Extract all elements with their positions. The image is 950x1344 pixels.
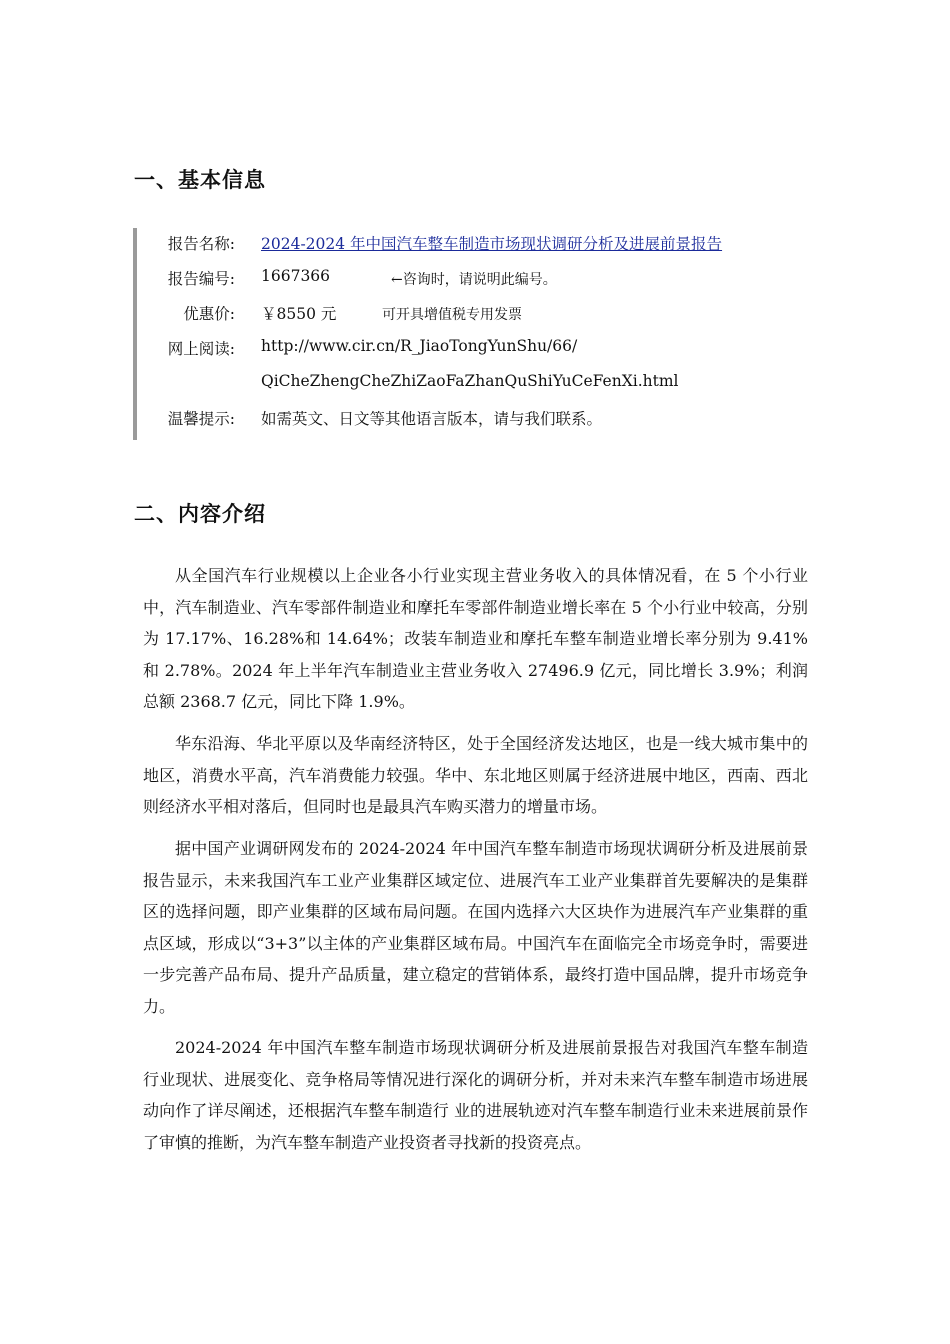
intro-paragraph-3: 据中国产业调研网发布的 2024-2024 年中国汽车整车制造市场现状调研分析及进展前景报告显示，未来我国汽车工业产业集群区域定位、进展汽车工业产业集群首先要解决的是集群区的选择问题，即产业集群的区域布局问题。在国内选择六大区块作为进展汽车产业集群的重点区域，形成以“3+3”以主体的产业集群区域布局。中国汽车在面临完全市场竞争时，需要进一步完善产品布局、提升产品质量，建立稳定的营销体系，最终打造中国品牌，提升市场竞争力。 (143, 839, 808, 1016)
intro-paragraph-1: 从全国汽车行业规模以上企业各小行业实现主营业务收入的具体情况看，在 5 个小行业中，汽车制造业、汽车零部件制造业和摩托车零部件制造业增长率在 5 个小行业中较高，分别为 17.17%、16.28%和 14.64%；改装车制造业和摩托车整车制造业增长率分别为 9.41%和 2.78%。2024 年上半年汽车制造业主营业务收入 27496.9 亿元，同比增长 3.9%；利润总额 2368.7 亿元，同比下降 1.9%。 (143, 566, 808, 711)
intro-paragraph-4: 2024-2024 年中国汽车整车制造市场现状调研分析及进展前景报告对我国汽车整车制造行业现状、进展变化、竞争格局等情况进行深化的调研分析，并对未来汽车整车制造市场进展动向作了详尽阐述，还根据汽车整车制造行 业的进展轨迹对汽车整车制造行业未来进展前景作了审慎的推断，为汽车整车制造产业投资者寻找新的投资亮点。 (143, 1038, 808, 1152)
section-heading-content-intro: 二、内容介绍 (134, 501, 266, 526)
report-name-label: 报告名称: (167, 235, 235, 253)
report-info-box (133, 228, 817, 440)
online-read-url-line1[interactable]: http://www.cir.cn/R_JiaoTongYunShu/66/ (261, 337, 578, 355)
intro-paragraph-2: 华东沿海、华北平原以及华南经济特区，处于全国经济发达地区，也是一线大城市集中的地区，消费水平高，汽车消费能力较强。华中、东北地区则属于经济进展中地区，西南、西北则经济水平相对落后，但同时也是最具汽车购买潜力的增量市场。 (143, 734, 808, 816)
price-label: 优惠价: (183, 305, 235, 323)
online-read-url-line2[interactable]: QiCheZhengCheZhiZaoFaZhanQuShiYuCeFenXi.html (261, 372, 679, 390)
report-name-link[interactable]: 2024-2024 年中国汽车整车制造市场现状调研分析及进展前景报告 (261, 235, 723, 253)
report-code-note: ←咨询时，请说明此编号。 (391, 272, 557, 288)
online-read-label: 网上阅读: (167, 340, 235, 358)
report-code-value: 1667366 (261, 267, 331, 285)
report-code-label: 报告编号: (167, 270, 235, 288)
price-note: 可开具增值税专用发票 (382, 307, 522, 323)
tip-value: 如需英文、日文等其他语言版本，请与我们联系。 (261, 410, 603, 428)
tip-label: 温馨提示: (167, 410, 235, 428)
section-heading-basic-info: 一、基本信息 (134, 167, 266, 192)
price-value: ￥8550 元 (261, 305, 337, 323)
